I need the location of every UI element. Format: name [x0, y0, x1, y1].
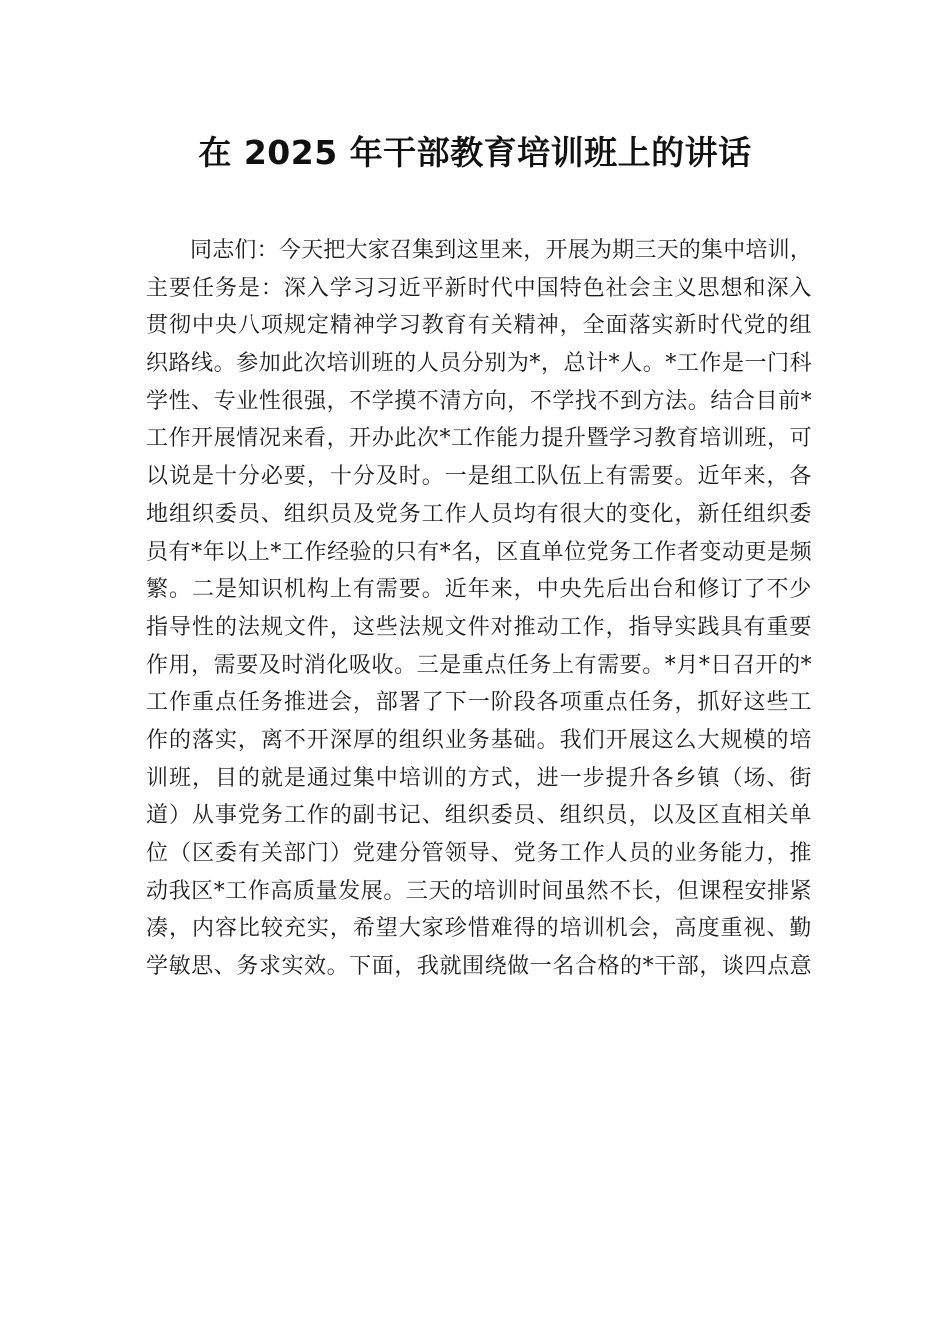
body-line: 训班，目的就是通过集中培训的方式，进一步提升各乡镇（场、街	[146, 765, 812, 791]
body-line: 位（区委有关部门）党建分管领导、党务工作人员的业务能力，推	[146, 841, 812, 866]
body-line: 作用，需要及时消化吸收。三是重点任务上有需要。*月*日召开的*	[146, 652, 812, 678]
body-line: 作的落实，离不开深厚的组织业务基础。我们开展这么大规模的培	[146, 727, 812, 753]
body-line: 动我区*工作高质量发展。三天的培训时间虽然不长，但课程安排紧	[146, 878, 812, 904]
body-line: 繁。二是知识机构上有需要。近年来，中央先后出台和修订了不少	[146, 577, 812, 603]
body-line: 同志们：今天把大家召集到这里来，开展为期三天的集中培训，	[190, 238, 812, 263]
body-line: 贯彻中央八项规定精神学习教育有关精神，全面落实新时代党的组	[146, 313, 812, 339]
body-line: 道）从事党务工作的副书记、组织委员、组织员，以及区直相关单	[146, 803, 812, 829]
body-line: 织路线。参加此次培训班的人员分别为*，总计*人。*工作是一门科	[146, 351, 812, 377]
body-line: 主要任务是：深入学习习近平新时代中国特色社会主义思想和深入	[146, 275, 812, 301]
body-line: 员有*年以上*工作经验的只有*名，区直单位党务工作者变动更是频	[146, 539, 812, 565]
body-line: 学性、专业性很强，不学摸不清方向，不学找不到方法。结合目前*	[146, 388, 812, 414]
body-line: 指导性的法规文件，这些法规文件对推动工作，指导实践具有重要	[146, 614, 812, 640]
body-line: 凑，内容比较充实，希望大家珍惜难得的培训机会，高度重视、勤	[146, 916, 812, 942]
body-line: 学敏思、务求实效。下面，我就围绕做一名合格的*干部，谈四点意	[146, 954, 812, 980]
body-line: 工作重点任务推进会，部署了下一阶段各项重点任务，抓好这些工	[146, 690, 812, 716]
body-line: 以说是十分必要，十分及时。一是组工队伍上有需要。近年来，各	[146, 464, 812, 490]
speech-body	[146, 232, 812, 986]
body-line: 地组织委员、组织员及党务工作人员均有很大的变化，新任组织委	[146, 501, 812, 527]
body-line: 工作开展情况来看，开办此次*工作能力提升暨学习教育培训班，可	[146, 426, 812, 452]
document-title: 在 2025 年干部教育培训班上的讲话	[198, 133, 752, 172]
